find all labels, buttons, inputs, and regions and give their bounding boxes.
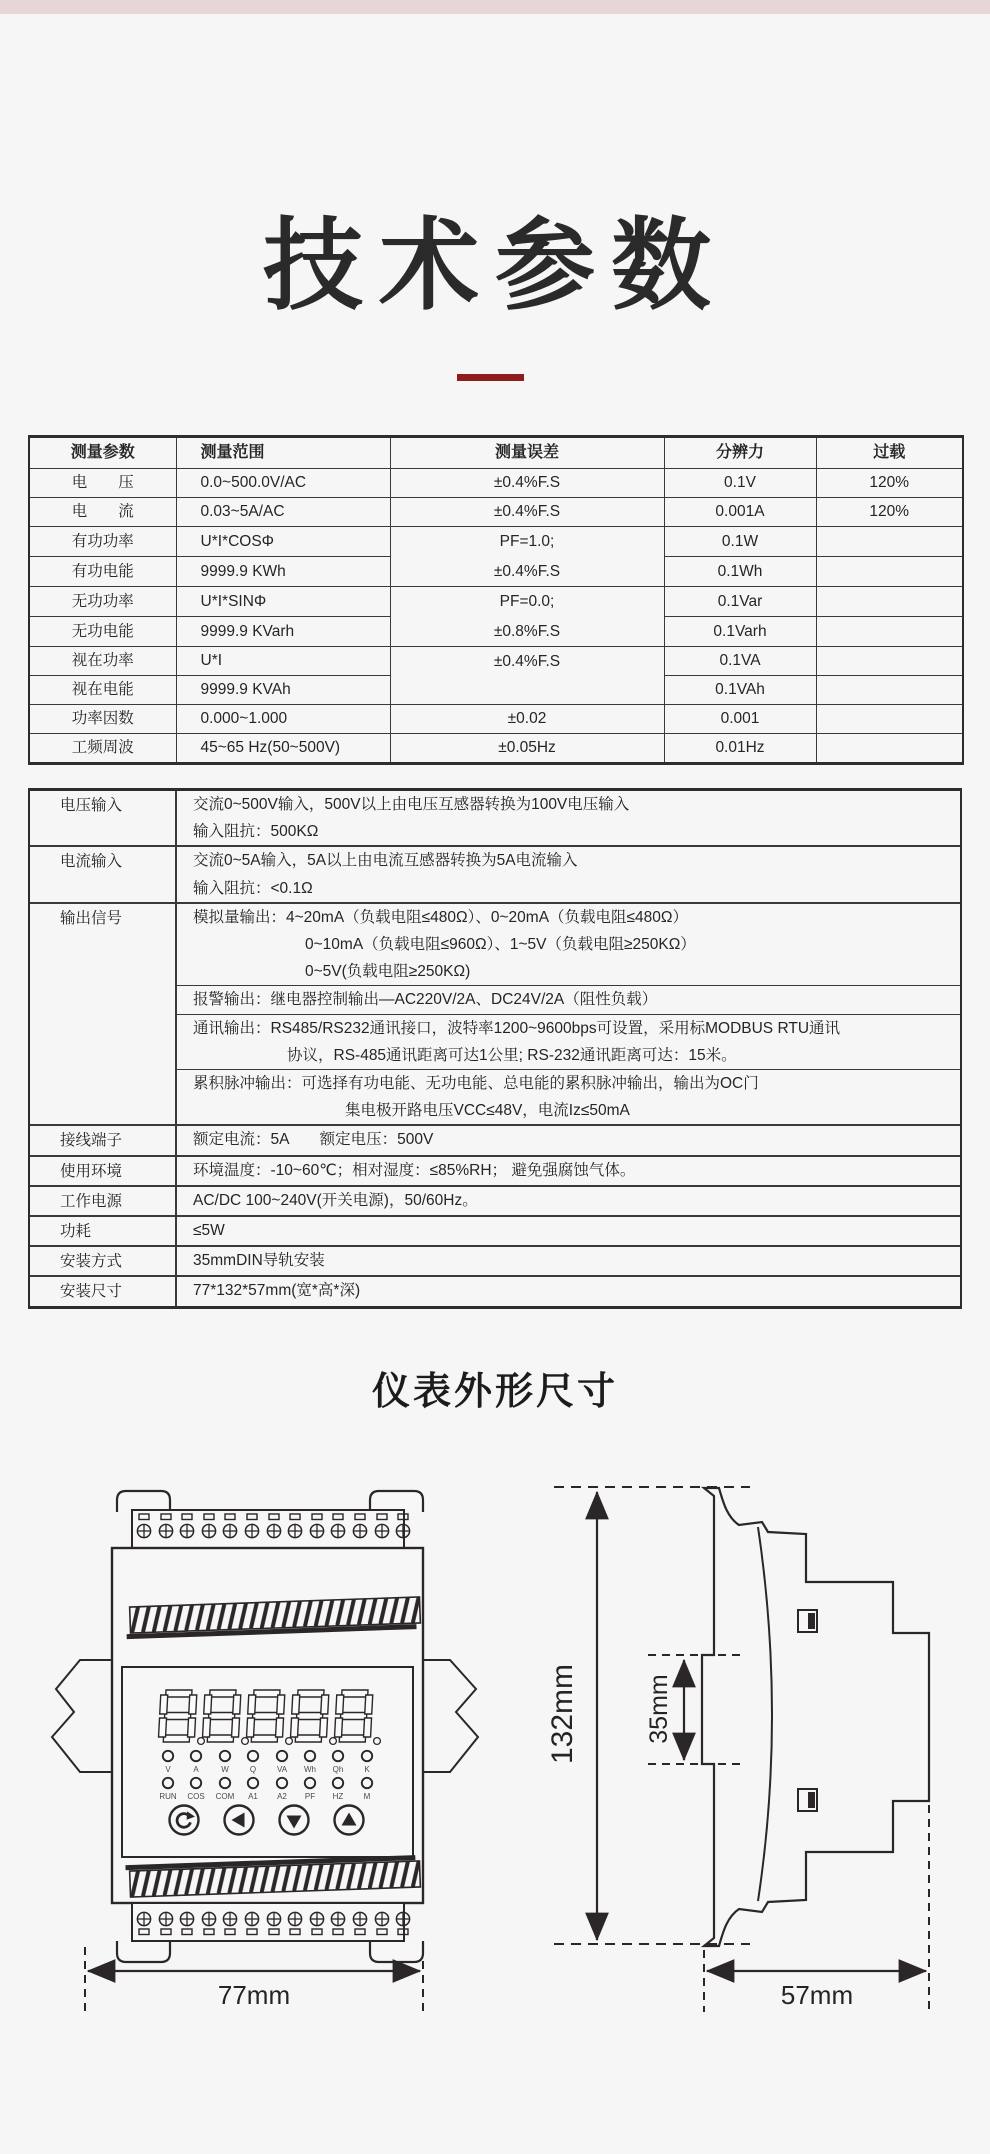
spec-line: 额定电流：5A 额定电压：500V: [193, 1131, 434, 1149]
cell-overload: 120%: [816, 498, 963, 527]
led-label: V: [165, 1765, 171, 1774]
cell-resolution: 0.001A: [664, 498, 816, 527]
cell-error: ±0.05Hz: [390, 734, 664, 764]
row-label: 接线端子: [30, 1126, 177, 1154]
table-row: [29, 705, 963, 734]
cell-range: U*I*SINΦ: [176, 587, 390, 617]
led-label: Qh: [332, 1765, 344, 1774]
cell-error-line: PF=0.0;: [499, 593, 555, 610]
table-row: [29, 647, 963, 676]
table-header-row: [29, 437, 963, 469]
table-row: [30, 1245, 960, 1275]
spec-line: 累积脉冲输出：可选择有功电能、无功电能、总电能的累积脉冲输出，输出为OC门: [193, 1075, 759, 1093]
spec-line: 0~10mA（负载电阻≤960Ω）、1~5V（负载电阻≥250KΩ）: [305, 936, 696, 954]
spec-line: 35mmDIN导轨安装: [193, 1252, 325, 1270]
cell-range: 9999.9 KWh: [176, 557, 390, 587]
spec-line: 通讯输出：RS485/RS232通讯接口，波特率1200~9600bps可设置，采用标MODBUS RTU通讯: [193, 1019, 841, 1037]
cell-overload: [816, 587, 963, 617]
led-label: VA: [276, 1765, 288, 1774]
spec-line: 协议，RS-485通讯距离可达1公里; RS-232通讯距离可达：15米。: [287, 1046, 737, 1064]
side-profile-face-curve: [758, 1527, 772, 1901]
table-row: [30, 1155, 960, 1185]
spec-line: 集电极开路电压VCC≤48V，电流Iz≤50mA: [345, 1102, 630, 1120]
cell-overload: [816, 676, 963, 705]
cell-resolution: 0.1Varh: [664, 617, 816, 647]
led-label: Wh: [304, 1765, 316, 1774]
cell-range: 45~65 Hz(50~500V): [176, 734, 390, 764]
led-label: COM: [215, 1792, 235, 1801]
cell-resolution: 0.001: [664, 705, 816, 734]
col-header-overload: 过载: [816, 437, 963, 469]
side-profile-outline: [702, 1488, 929, 1946]
row-label: 电流输入: [30, 847, 177, 901]
table-row: [30, 1215, 960, 1245]
cell-overload: [816, 557, 963, 587]
spec-line: 交流0~5A输入，5A以上由电流互感器转换为5A电流输入: [193, 852, 578, 870]
led-label: W: [221, 1765, 229, 1774]
cell-param: 电 流: [29, 498, 176, 527]
cell-param: 功率因数: [29, 705, 176, 734]
spec-line: 报警输出：继电器控制输出—AC220V/2A、DC24V/2A（阻性负载）: [193, 991, 658, 1009]
table-row: [30, 902, 960, 1125]
din-rail-left-stub: [52, 1660, 112, 1772]
row-label: 使用环境: [30, 1157, 177, 1185]
cell-resolution: 0.1VA: [664, 647, 816, 676]
spec-line: 交流0~500V输入，500V以上由电压互感器转换为100V电压输入: [193, 796, 630, 813]
led-label: RUN: [159, 1792, 177, 1801]
cell-param: 视在电能: [29, 676, 176, 705]
cell-range: 9999.9 KVarh: [176, 617, 390, 647]
cell-range: 9999.9 KVAh: [176, 676, 390, 705]
cell-resolution: 0.1VAh: [664, 676, 816, 705]
measurement-spec-table: [28, 435, 964, 765]
spec-line: 77*132*57mm(宽*高*深): [193, 1282, 361, 1300]
table-row: [30, 791, 960, 845]
top-accent-bar: [0, 0, 990, 14]
bottom-hook-left: [117, 1941, 170, 1962]
spec-line: 输入阻抗：500KΩ: [193, 823, 319, 841]
height-dimension-label: 132mm: [546, 1663, 579, 1765]
cell-overload: 120%: [816, 469, 963, 498]
led-label: A1: [248, 1792, 258, 1801]
rail-dimension-label: 35mm: [645, 1674, 673, 1744]
led-label: HZ: [332, 1792, 344, 1801]
row-label: 电压输入: [30, 791, 177, 845]
table-row: [30, 1185, 960, 1215]
cell-overload: [816, 527, 963, 557]
cell-range: 0.0~500.0V/AC: [176, 469, 390, 498]
row-label: 工作电源: [30, 1187, 177, 1215]
bottom-hook-right: [370, 1941, 423, 1962]
cell-error-line: PF=1.0;: [499, 533, 555, 550]
top-hook-left: [117, 1491, 170, 1512]
col-header-param: 测量参数: [29, 437, 176, 469]
table-row: [30, 1275, 960, 1305]
cell-resolution: 0.01Hz: [664, 734, 816, 764]
table-row: [30, 845, 960, 901]
cell-param: 电 压: [29, 469, 176, 498]
din-clip-upper: [798, 1610, 817, 1632]
cell-param: 有功功率: [29, 527, 176, 557]
din-clip-lower: [798, 1789, 817, 1811]
subrow-alarm-output: [177, 985, 960, 1013]
led-label: A2: [277, 1792, 287, 1801]
cell-param: 有功电能: [29, 557, 176, 587]
side-view-drawing: [702, 1488, 929, 1946]
spec-line: 模拟量输出：4~20mA（负载电阻≤480Ω）、0~20mA（负载电阻≤480Ω）: [193, 908, 688, 926]
row-label: 功耗: [30, 1217, 177, 1245]
subrow-comm-output: [177, 1014, 960, 1069]
table-row: [29, 734, 963, 764]
table-row: [29, 527, 963, 557]
cell-error-line: ±0.4%F.S: [493, 562, 561, 580]
cell-resolution: 0.1Wh: [664, 557, 816, 587]
cell-overload: [816, 647, 963, 676]
cell-error: ±0.4%F.S: [390, 498, 664, 527]
col-header-error: 测量误差: [390, 437, 664, 469]
section-title-dimensions: 仪表外形尺寸: [371, 1371, 618, 1413]
subrow-analog-output: [177, 904, 960, 986]
width-dimension-label: 77mm: [217, 1980, 291, 2010]
cell-resolution: 0.1W: [664, 527, 816, 557]
cell-param: 视在功率: [29, 647, 176, 676]
cell-error-merged: [390, 587, 664, 647]
cell-resolution: 0.1Var: [664, 587, 816, 617]
cell-param: 无功电能: [29, 617, 176, 647]
led-label: PF: [304, 1792, 316, 1801]
title-divider: [457, 374, 524, 381]
cell-overload: [816, 617, 963, 647]
led-label: K: [364, 1765, 370, 1774]
led-label: COS: [187, 1792, 205, 1801]
top-hook-right: [370, 1491, 423, 1512]
led-label: Q: [249, 1765, 257, 1774]
cell-range: U*I: [176, 647, 390, 676]
spec-line: 环境温度：-10~60℃；相对湿度：≤85%RH； 避免强腐蚀气体。: [193, 1161, 636, 1179]
cell-param: 工频周波: [29, 734, 176, 764]
cell-overload: [816, 705, 963, 734]
cell-error-line: ±0.8%F.S: [493, 622, 561, 640]
cell-error-merged: [390, 527, 664, 587]
col-header-resolution: 分辨力: [664, 437, 816, 469]
subrow-pulse-output: [177, 1069, 960, 1124]
spec-line: AC/DC 100~240V(开关电源)，50/60Hz。: [193, 1191, 478, 1209]
row-label: 输出信号: [30, 904, 177, 1125]
spec-line: 输入阻抗：<0.1Ω: [193, 879, 313, 897]
led-label: A: [193, 1765, 199, 1774]
cell-param: 无功功率: [29, 587, 176, 617]
page-title: 技术参数: [263, 210, 727, 322]
table-row: [29, 498, 963, 527]
spec-line: ≤5W: [193, 1222, 225, 1240]
cell-range: 0.03~5A/AC: [176, 498, 390, 527]
io-spec-table: [28, 788, 962, 1309]
front-view-drawing: [52, 1491, 478, 1962]
dimension-diagram: [30, 1450, 960, 2042]
table-row: [29, 587, 963, 617]
cell-overload: [816, 734, 963, 764]
row-label: 安装尺寸: [30, 1277, 177, 1305]
col-header-range: 测量范围: [176, 437, 390, 469]
cell-error: ±0.4%F.S: [390, 469, 664, 498]
cell-error-line: ±0.4%F.S: [493, 653, 561, 670]
cell-resolution: 0.1V: [664, 469, 816, 498]
cell-range: U*I*COSΦ: [176, 527, 390, 557]
spec-line: 0~5V(负载电阻≥250KΩ): [305, 963, 471, 981]
depth-dimension-label: 57mm: [780, 1980, 854, 2010]
cell-error: ±0.02: [390, 705, 664, 734]
cell-range: 0.000~1.000: [176, 705, 390, 734]
table-row: [29, 469, 963, 498]
led-label: M: [363, 1792, 371, 1801]
table-row: [30, 1124, 960, 1154]
cell-error-merged: [390, 647, 664, 705]
din-rail-right-stub: [423, 1660, 478, 1772]
row-label: 安装方式: [30, 1247, 177, 1275]
